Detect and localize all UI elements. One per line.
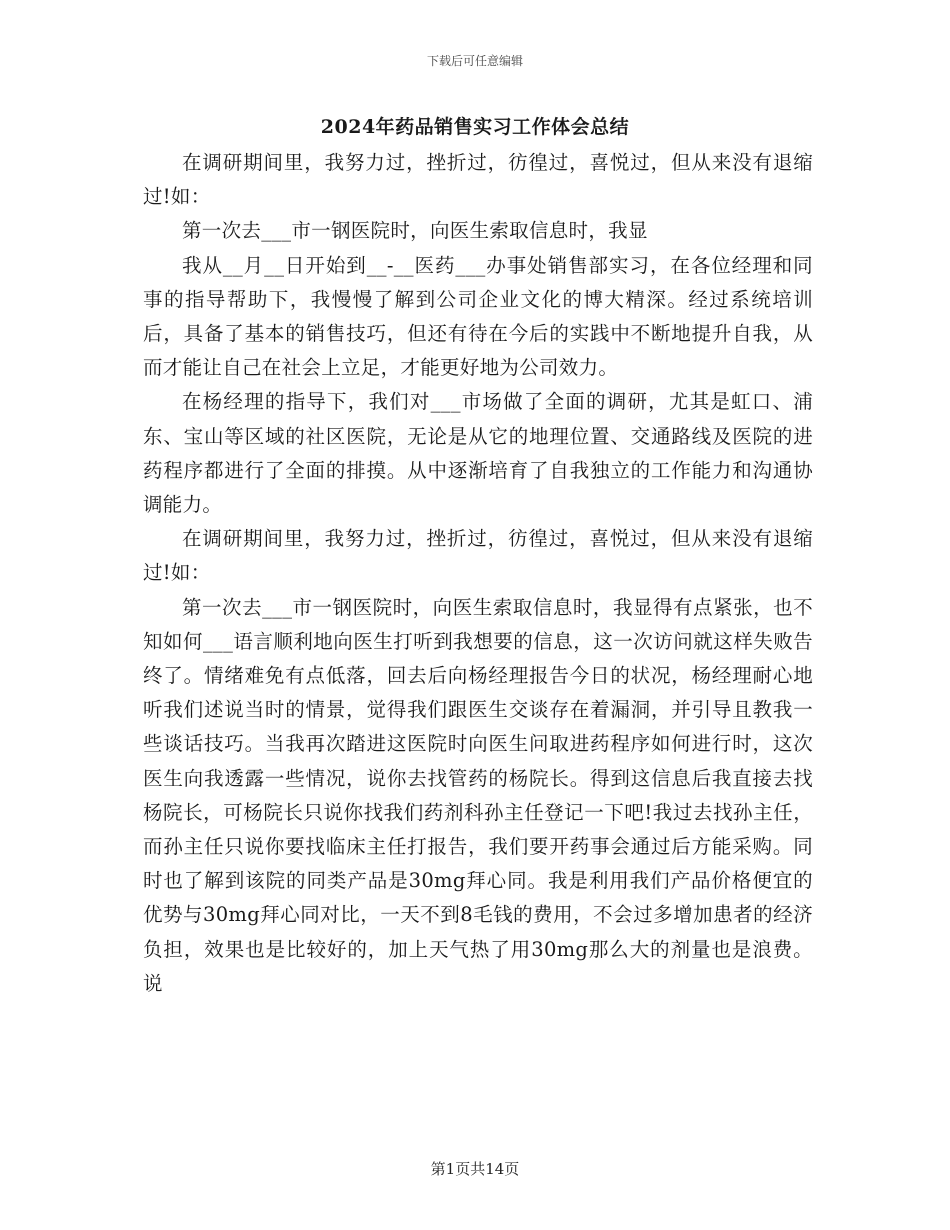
header-note: 下载后可任意编辑 — [426, 54, 523, 68]
paragraph: 第一次去___市一钢医院时，向医生索取信息时，我显 — [182, 219, 648, 243]
paragraph: 在调研期间里，我努力过，挫折过，彷徨过，喜悦过，但从来没有退缩过!如： — [143, 151, 813, 209]
paragraph: 在杨经理的指导下，我们对___市场做了全面的调研，尤其是虹口、浦东、宝山等区域的社区医院，无论是从它的地理位置、交通路线及医院的进药程序都进行了全面的排摸。从中逐渐培育了自我独立的工作能力和沟通协调能力。 — [143, 390, 813, 517]
paragraph: 在调研期间里，我努力过，挫折过，彷徨过，喜悦过，但从来没有退缩过!如： — [143, 527, 813, 585]
paragraph: 我从__月__日开始到__-__医药___办事处销售部实习，在各位经理和同事的指导帮助下，我慢慢了解到公司企业文化的博大精深。经过系统培训后，具备了基本的销售技巧，但还有待在今后的实践中不断地提升自我，从而才能让自己在社会上立足，才能更好地为公司效力。 — [143, 253, 813, 380]
page-indicator: 第1页共14页 — [430, 1160, 520, 1178]
document-title: 2024年药品销售实习工作体会总结 — [320, 116, 630, 138]
document-body — [143, 146, 813, 1001]
paragraph: 第一次去___市一钢医院时，向医生索取信息时，我显得有点紧张，也不知如何___语言顺利地向医生打听到我想要的信息，这一次访问就这样失败告终了。情绪难免有点低落，回去后向杨经理报告今日的状况，杨经理耐心地听我们述说当时的情景，觉得我们跟医生交谈存在着漏洞，并引导且教我一些谈话技巧。当我再次踏进这医院时向医生问取进药程序如何进行时，这次医生向我透露一些情况，说你去找管药的杨院长。得到这信息后我直接去找杨院长，可杨院长只说你找我们药剂科孙主任登记一下吧!我过去找孙主任，而孙主任只说你要找临床主任打报告，我们要开药事会通过后方能采购。同时也了解到该院的同类产品是30mg拜心同。我是利用我们产品价格便宜的优势与30mg拜心同对比，一天不到8毛钱的费用，不会过多增加患者的经济负担，效果也是比较好的，加上天气热了用30mg那么大的剂量也是浪费。说 — [143, 595, 813, 995]
